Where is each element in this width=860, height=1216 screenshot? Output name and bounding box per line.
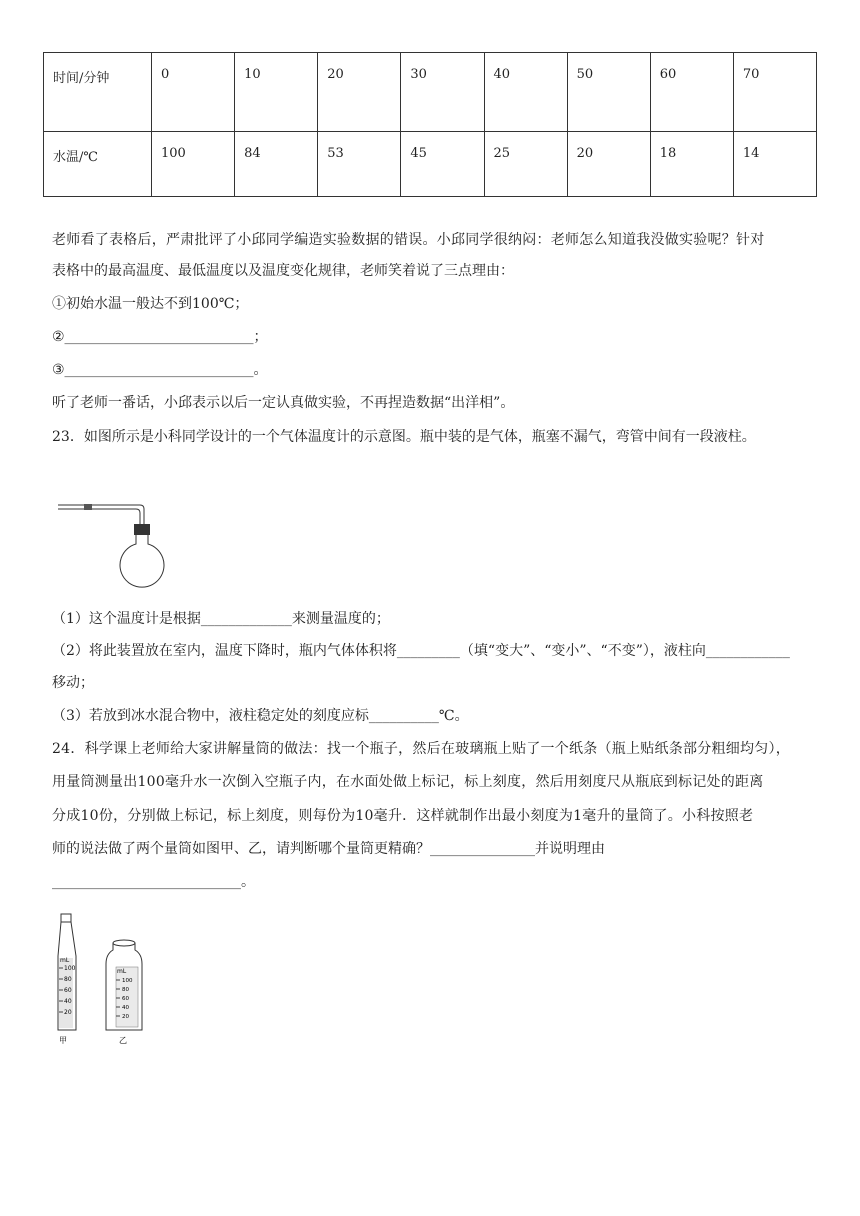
cylinder-a-unit: mL [60, 957, 70, 964]
data-table [43, 52, 817, 197]
question-24-line: 用量筒测量出100毫升水一次倒入空瓶子内，在水面处做上标记，标上刻度，然后用刻度尺从瓶底到标记处的距离 [52, 774, 764, 790]
tick-label: 40 [64, 998, 72, 1005]
tick-label: 20 [64, 1009, 72, 1016]
tick-label: 80 [122, 987, 129, 993]
question-24-line: 分成10份，分别做上标记，标上刻度，则每份为10毫升．这样就制作出最小刻度为1毫升的量筒了。小科按照老 [52, 808, 754, 824]
table-cell: 25 [484, 132, 567, 197]
table-cell: 60 [650, 53, 733, 132]
paragraph-line: 表格中的最高温度、最低温度以及温度变化规律，老师笑着说了三点理由： [52, 263, 514, 279]
cylinder-b-label: 乙 [119, 1036, 127, 1045]
table-cell: 45 [401, 132, 484, 197]
question-24-line: 24．科学课上老师给大家讲解量筒的做法：找一个瓶子，然后在玻璃瓶上贴了一个纸条（瓶上贴纸条部分粗细均匀）， [52, 741, 791, 757]
q23-part-2-cont: 移动； [52, 675, 94, 691]
table-cell: 0 [152, 53, 235, 132]
tick-label: 60 [64, 987, 72, 994]
table-cell: 40 [484, 53, 567, 132]
graduated-cylinders-figure [50, 912, 160, 1047]
table-cell: 18 [650, 132, 733, 197]
table-cell: 10 [235, 53, 318, 132]
question-23-stem: 23．如图所示是小科同学设计的一个气体温度计的示意图。瓶中装的是气体，瓶塞不漏气，弯管中间有一段液柱。 [52, 429, 756, 445]
question-24-blank: ___________________________。 [52, 874, 255, 890]
question-24-line: 师的说法做了两个量筒如图甲、乙，请判断哪个量筒更精确？_______________并说明理由 [52, 841, 605, 857]
paragraph-line: 老师看了表格后，严肃批评了小邱同学编造实验数据的错误。小邱同学很纳闷：老师怎么知道我没做实验呢？针对 [52, 232, 765, 248]
reason-3-blank: ③___________________________。 [52, 362, 268, 378]
table-cell: 84 [235, 132, 318, 197]
table-cell: 53 [318, 132, 401, 197]
gas-thermometer-figure [58, 496, 168, 586]
tick-label: 40 [122, 1005, 129, 1011]
cylinder-b [106, 940, 142, 1045]
table-row [44, 132, 817, 197]
cylinder-a [58, 914, 76, 1045]
table-cell: 70 [733, 53, 816, 132]
row-label: 时间/分钟 [44, 53, 152, 132]
table-cell: 50 [567, 53, 650, 132]
q23-part-1: （1）这个温度计是根据_____________来测量温度的； [52, 611, 390, 627]
tick-label: 60 [122, 996, 129, 1002]
table-cell: 20 [318, 53, 401, 132]
cylinder-b-unit: mL [117, 968, 127, 975]
row-label: 水温/℃ [44, 132, 152, 197]
table-cell: 20 [567, 132, 650, 197]
paragraph-closing: 听了老师一番话，小邱表示以后一定认真做实验，不再捏造数据“出洋相”。 [52, 395, 515, 411]
table-cell: 14 [733, 132, 816, 197]
table-cell: 30 [401, 53, 484, 132]
table-cell: 100 [152, 132, 235, 197]
tick-label: 20 [122, 1014, 129, 1020]
table-row [44, 53, 817, 132]
tick-label: 100 [122, 978, 133, 984]
q23-part-3: （3）若放到冰水混合物中，液柱稳定处的刻度应标__________℃。 [52, 708, 469, 724]
tick-label: 100 [64, 965, 76, 972]
reason-2-blank: ②___________________________； [52, 329, 268, 345]
q23-part-2: （2）将此装置放在室内，温度下降时，瓶内气体体积将_________（填“变大”、“变小”、“不变”），液柱向____________ [52, 643, 790, 659]
cylinder-a-label: 甲 [59, 1036, 67, 1045]
reason-1: ①初始水温一般达不到100℃； [52, 296, 249, 312]
tick-label: 80 [64, 976, 72, 983]
